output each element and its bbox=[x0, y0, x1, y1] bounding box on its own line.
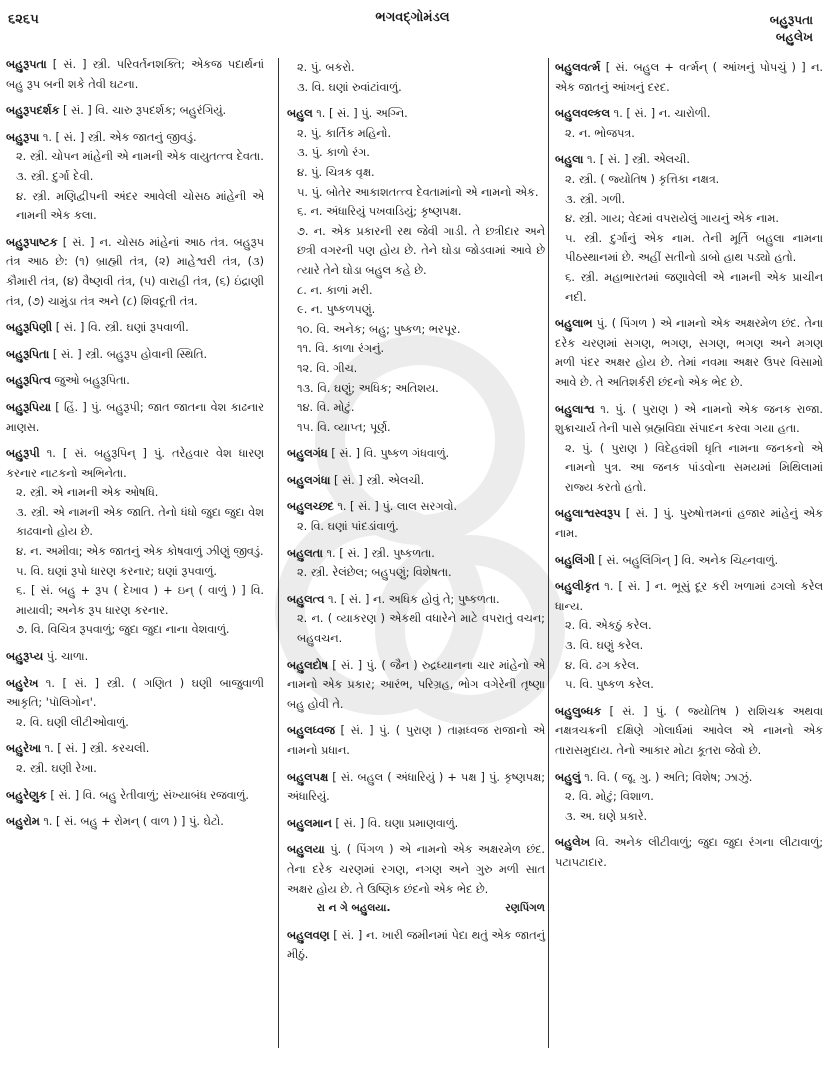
entry-first-line bbox=[6, 398, 264, 437]
entry-first-line bbox=[6, 739, 264, 759]
entry-headword: બહુલેખ bbox=[555, 836, 590, 850]
entry-definition: ૧. [ સં. ] પું. લાલ સરગવો. bbox=[337, 500, 458, 514]
entry-headword: બહુલત્વ bbox=[287, 592, 325, 606]
entry-headword: બહુરૂપિણી bbox=[6, 321, 53, 335]
dictionary-entry bbox=[6, 101, 264, 121]
entry-headword: બહુલમાન bbox=[287, 816, 332, 830]
entry-definition: ૧. [ સં. ] સ્ત્રી. એલચી. bbox=[587, 153, 690, 167]
entry-sense: ૫. વિ. ઘણાં રૂપો ધારણ કરનાર; ઘણાં રૂપવાળું. bbox=[16, 564, 217, 578]
entry-sense: ૧૨. વિ. ગીચ. bbox=[297, 361, 358, 375]
entry-sense: ૨. વિ. ઘણી લીટીઓવાળું. bbox=[16, 715, 129, 729]
entry-definition: ૧. [ સં. ] પું. અગ્નિ. bbox=[316, 107, 408, 121]
dictionary-column-2 bbox=[278, 58, 545, 1048]
entry-definition: ૧. [ સં. ] ન. ભૂસું દૂર કરી ખળામાં ઢગલો કરેલ ધાન્ય. bbox=[555, 580, 824, 613]
entry-definition: [ સં. ] સ્ત્રી. બહુરૂપ હોવાની સ્થિતિ. bbox=[52, 347, 208, 361]
quotation-text: રા ન ગે બહુલયા. bbox=[317, 902, 391, 915]
entry-first-line bbox=[555, 150, 823, 170]
entry-sense: ૨. વિ. મોટું; વિશાળ. bbox=[565, 790, 654, 804]
dictionary-entry bbox=[555, 833, 823, 872]
dictionary-entry bbox=[287, 926, 545, 965]
entry-headword: બહુરેખ bbox=[6, 676, 39, 690]
dictionary-entry bbox=[6, 318, 264, 338]
entry-definition: [ સં. ] પું. ( પુરાણ ) તામ્રધ્વજ રાજાનો એ નામનો પ્રધાન. bbox=[287, 724, 545, 757]
entry-headword: બહુલાશ્વ bbox=[555, 402, 595, 416]
quotation-source: રણપિંગળ bbox=[505, 902, 545, 915]
guide-word-last: બહુલેખ bbox=[775, 30, 813, 44]
entry-first-line bbox=[555, 104, 823, 124]
dictionary-entry bbox=[287, 840, 545, 918]
entry-sense: ૬. ન. અંધારિયું પખવાડિયું; કૃષ્ણપક્ષ. bbox=[297, 205, 462, 219]
entry-headword: બહુલીકૃત bbox=[555, 580, 600, 594]
entry-headword: બહુલા bbox=[555, 153, 584, 167]
page-number: ૬૨૬૫ bbox=[8, 12, 39, 27]
entry-sense: ૪. ન. અમીવા; એક જાતનું એક કોષવાળું ઝીણું જીવડું. bbox=[16, 545, 264, 559]
entry-sense: ૭. ન. એક પ્રકારની રથ જેવી ગાડી. તે છત્રીદાર અને છત્રી વગરની પણ હોય છે. તેને ઘોડા જોડવામાં આવે છે ત્યારે તેને ઘોડા બહુલ કહે છે. bbox=[297, 224, 545, 277]
entry-definition: [ સં. ] વિ. સ્ત્રી. ઘણાં રૂપવાળી. bbox=[55, 321, 189, 335]
dictionary-entry bbox=[6, 371, 264, 391]
entry-definition: ૧. [ સં. ] ન. અધિક હોવું તે; પુષ્કળતા. bbox=[328, 592, 500, 606]
guide-words bbox=[770, 12, 813, 46]
entry-headword: બહુલાશ્વસ્વરૂપ bbox=[555, 507, 621, 521]
dictionary-entry bbox=[6, 812, 264, 832]
entry-sense: ૨. પું. કાર્તિક મહિનો. bbox=[297, 126, 392, 140]
dictionary-entry bbox=[555, 504, 823, 543]
book-title: ભગવદ્ગોમંડલ bbox=[375, 10, 450, 25]
entry-sense: ૨. પું. બકરો. bbox=[297, 61, 355, 74]
entry-first-line bbox=[6, 786, 264, 806]
entry-sense: ૨. ન. ( વ્યાકરણ ) એકથી વધારેને માટે વપરાતું વચન; બહુવચન. bbox=[297, 612, 545, 646]
entry-definition: [ સં. ] વિ. ઘણા પ્રમાણવાળું. bbox=[335, 816, 459, 830]
dictionary-entry bbox=[555, 104, 823, 143]
dictionary-entry bbox=[555, 58, 823, 97]
entry-first-line bbox=[6, 371, 264, 391]
entry-definition: ૧. [ સં. ] સ્ત્રી. કરચલી. bbox=[44, 742, 150, 756]
entry-sense: ૨. સ્ત્રી. ચોપન માંહેની એ નામની એક વાયુતત્ત્વ દેવતા. bbox=[16, 150, 264, 164]
dictionary-entry bbox=[6, 647, 264, 667]
dictionary-entry bbox=[555, 400, 823, 498]
entry-first-line bbox=[287, 104, 545, 124]
entry-sense: ૪. સ્ત્રી. મણિદ્વીપની અંદર આવેલી ચોસઠ માંહેની એ નામની એક કલા. bbox=[16, 189, 264, 223]
dictionary-entry bbox=[555, 150, 823, 307]
entry-headword: બહુલુબ્ધક bbox=[555, 704, 602, 718]
entry-sense: ૪. પું. ચિત્રક વૃક્ષ. bbox=[297, 165, 375, 179]
dictionary-entry bbox=[287, 104, 545, 437]
entry-headword: બહુલિંગી bbox=[555, 553, 595, 567]
entry-sense: ૨. સ્ત્રી. એ નામની એક ઓષધિ. bbox=[16, 486, 159, 500]
dictionary-entry bbox=[287, 721, 545, 760]
entry-definition: [ હિં. ] પું. બહુરૂપી; જાત જાતના વેશ કાઢનાર માણસ. bbox=[6, 400, 264, 434]
entry-sense: ૩. પું. કાળો રંગ. bbox=[297, 146, 370, 160]
entry-sense: ૪. વિ. ઢગ કરેલ. bbox=[565, 658, 640, 672]
entry-definition: [ સં. ] સ્ત્રી. એલચી. bbox=[334, 473, 425, 487]
entry-first-line bbox=[287, 814, 545, 834]
entry-first-line bbox=[555, 768, 823, 788]
entry-definition: [ સં. બહુલ + વર્ત્મન્ ( આંખનું પોપચું ) ] ન. એક જાતનું આંખનું દરદ. bbox=[555, 61, 823, 94]
entry-definition: ૧. [ સં. બહુરૂપિન્ ] પું. તરેહવાર વેશ ધારણ કરનાર નાટકનો અભિનેતા. bbox=[6, 447, 265, 480]
entry-first-line bbox=[6, 674, 264, 713]
entry-headword: બહુલવર્ત્મ bbox=[555, 61, 601, 74]
entry-first-line bbox=[287, 590, 545, 610]
entry-first-line bbox=[6, 233, 264, 311]
entry-first-line bbox=[6, 812, 264, 832]
entry-headword: બહુલાભ bbox=[555, 317, 593, 331]
entry-first-line bbox=[6, 647, 264, 667]
entry-definition: [ સં. બહુલિંગિન્ ] વિ. અનેક ચિહ્નવાળું. bbox=[598, 553, 779, 567]
entry-first-line bbox=[287, 544, 545, 564]
dictionary-entry bbox=[555, 551, 823, 571]
entry-sense: ૨. વિ. એકઠું કરેલ. bbox=[565, 619, 652, 633]
entry-definition: ૧. [ સં. ] સ્ત્રી. ( ગણિત ) ઘણી બાજુવાળી આકૃતિ; 'પૉલિગોન'. bbox=[6, 676, 265, 710]
entry-definition: ૧. [ સં. બહુ + રોમન્ ( વાળ ) ] પું. ઘેટો. bbox=[43, 815, 224, 829]
entry-sense: ૨. સ્ત્રી. ( જ્યોતિષ ) કૃત્તિકા નક્ષત્ર. bbox=[565, 172, 720, 186]
entry-definition: [ સં. ] સ્ત્રી. પરિવર્તનશક્તિ; એકજ પદાર્થનાં બહુ રૂપ બની શકે તેવી ઘટના. bbox=[6, 58, 264, 91]
dictionary-entry bbox=[555, 314, 823, 392]
dictionary-entry bbox=[555, 768, 823, 827]
entry-sense: ૨. પું. ( પુરાણ ) વિદેહવંશી ધૃતિ નામના જનકનો એ નામનો પુત્ર. આ જનક પાંડવોના સમયમાં મિથિલામાં રાજ્ય કરતો હતો. bbox=[565, 441, 823, 494]
entry-definition: [ સં. ] વિ. પુષ્કળ ગંધવાળું. bbox=[331, 447, 450, 461]
entry-headword: બહુરેણુક bbox=[6, 788, 47, 802]
entry-sense: ૭. વિ. વિચિત્ર રૂપવાળું; જુદા જુદા નાના વેશવાળું. bbox=[16, 623, 230, 637]
entry-sense: ૮. ન. કાળાં મરી. bbox=[297, 283, 373, 297]
entry-headword: બહુરૂપા bbox=[6, 130, 40, 144]
dictionary-entry bbox=[6, 398, 264, 437]
entry-definition: [ સં. ] ન. ખારી જમીનમાં પેદા થતું એક જાતનું મીઠું. bbox=[287, 928, 545, 962]
entry-definition: [ સં. ] વિ. બહુ રેતીવાળું; સંખ્યાબંધ રજવાળું. bbox=[50, 788, 249, 802]
entry-definition: ૧. વિ. ( જૂ. ગુ. ) અતિ; વિશેષ; ઝાઝું. bbox=[584, 770, 753, 784]
entry-sense: ૩. સ્ત્રી. એ નામની એક જાતિ. તેનો ધંધો જુદા જુદા વેશ કાઢવાનો હોય છે. bbox=[16, 505, 264, 539]
entry-definition: ૧. [ સં. ] સ્ત્રી. પુષ્કળતા. bbox=[326, 546, 435, 560]
entry-sense: ૩. વિ. ઘણું કરેલ. bbox=[565, 639, 644, 653]
dictionary-entry bbox=[6, 674, 264, 733]
entry-headword: બહુલચ્છદ bbox=[287, 500, 334, 514]
entry-headword: બહુલદોષ bbox=[287, 658, 329, 672]
entry-sense: ૨. વિ. ઘણાં પાંદડાંવાળું. bbox=[297, 520, 399, 534]
entry-headword: બહુરૂપિત્વ bbox=[6, 374, 51, 388]
entry-headword: બહુલગંધા bbox=[287, 473, 331, 487]
entry-sense: ૬. સ્ત્રી. મહાભારતમાં જણાવેલી એ નામની એક પ્રાચીન નદી. bbox=[565, 270, 823, 304]
entry-headword: બહુરૂપિતા bbox=[6, 347, 50, 361]
entry-first-line bbox=[287, 471, 545, 491]
entry-sense: ૨. સ્ત્રી. રેલંછેલ; બહુપણું; વિશેષતા. bbox=[297, 566, 452, 580]
entry-first-line bbox=[287, 840, 545, 899]
entry-first-line bbox=[287, 721, 545, 760]
entry-sense: ૧૪. વિ. મોટું. bbox=[297, 401, 355, 415]
entry-first-line bbox=[555, 400, 823, 439]
dictionary-entry bbox=[287, 814, 545, 834]
dictionary-entry bbox=[6, 444, 264, 640]
dictionary-entry bbox=[6, 128, 264, 226]
entry-headword: બહુરૂપી bbox=[6, 447, 40, 461]
entry-sense: ૫. સ્ત્રી. દુર્ગાનું એક નામ. તેની મૂર્તિ બહુલા નામના પીઠસ્થાનમાં છે. અહીં સતીનો ડાબો હાથ પડ્યો હતો. bbox=[565, 231, 823, 265]
dictionary-column-3 bbox=[548, 58, 823, 1048]
entry-headword: બહુરૂપદર્શક bbox=[6, 104, 60, 118]
entry-definition: પું. ( પિંગળ ) એ નામનો એક અક્ષરમેળ છંદ. તેના દરેક ચરણમાં સગણ, ભગણ, સગણ, ભગણ અને મગણ મળી પંદર અક્ષર હોય છે. તેમાં નવમા અક્ષર ઉપર વિસામો આવે છે. તે અતિશર્કરી છંદનો એક ભેદ છે. bbox=[555, 317, 824, 389]
dictionary-entry bbox=[287, 444, 545, 464]
entry-sense: ૫. વિ. પુષ્કળ કરેલ. bbox=[565, 678, 654, 692]
dictionary-entry bbox=[555, 702, 823, 761]
entry-definition: જુઓ બહુરૂપિતા. bbox=[54, 374, 130, 388]
entry-definition: [ સં. બહુલ ( અંધારિયું ) + પક્ષ ] પું. કૃષ્ણપક્ષ; અંધારિયું. bbox=[287, 770, 546, 804]
entry-sense: ૧૧. વિ. કાળા રંગનું. bbox=[297, 342, 385, 356]
entry-headword: બહુલપક્ષ bbox=[287, 770, 329, 784]
entry-sense: ૩. અ. ઘણે પ્રકારે. bbox=[565, 809, 648, 823]
entry-definition: ૧. પું. ( પુરાણ ) એ નામનો એક જનક રાજા. શુક્રાચાર્ય તેની પાસે બ્રહ્મવિદ્યા સંપાદન કરવા ગયા હતા. bbox=[555, 402, 824, 436]
entry-headword: બહુરૂપ્ય bbox=[6, 650, 44, 664]
entry-headword: બહુલગંધ bbox=[287, 447, 328, 461]
entry-first-line bbox=[287, 768, 545, 807]
entry-sense: ૩. સ્ત્રી. ગળી. bbox=[565, 192, 626, 206]
entry-headword: બહુલધ્વજ bbox=[287, 724, 335, 738]
entry-headword: બહુરોમ bbox=[6, 815, 40, 829]
entry-first-line bbox=[555, 504, 823, 543]
entry-sense: ૫. પું. બોતેર આકાશતત્ત્વ દેવતામાંનો એ નામનો એક. bbox=[297, 185, 539, 199]
dictionary-entry bbox=[287, 471, 545, 491]
entry-first-line bbox=[6, 101, 264, 121]
entry-first-line bbox=[555, 551, 823, 571]
entry-definition: [ સં. ] પું. ( જ્યોતિષ ) રાશિચક્ર અથવા નક્ષત્રચક્રની દક્ષિણે ગોલાર્ધમાં આવેલ એ નામનો એક તારાસમુદાય. તેનો આકાર મોટા કૂતરા જેવો છે. bbox=[555, 704, 824, 757]
entry-headword: બહુરૂપાષ્ટક bbox=[6, 235, 58, 249]
entry-definition: [ સં. ] પું. પુરુષોત્તમનાં હજાર માંહેનું એક નામ. bbox=[555, 507, 823, 541]
entry-first-line bbox=[6, 444, 264, 483]
entry-sense: ૪. સ્ત્રી. ગાય; વેદમાં વપરાયેલું ગાયનું એક નામ. bbox=[565, 212, 779, 226]
entry-definition: પું. ચાળા. bbox=[46, 650, 89, 664]
entry-first-line bbox=[555, 577, 823, 616]
entry-sense: ૬. [ સં. બહુ + રૂપ ( દેખાવ ) + ઇન્ ( વાળું ) ] વિ. માયાવી; અનેક રૂપ ધારણ કરનાર. bbox=[16, 584, 264, 617]
entry-sense: ૧૩. વિ. ઘણું; અધિક; અતિશય. bbox=[297, 381, 439, 395]
guide-word-first: બહુરૂપતા bbox=[769, 13, 813, 27]
entry-first-line bbox=[555, 58, 823, 97]
dictionary-entry bbox=[287, 656, 545, 715]
entry-definition: પું. ( પિંગળ ) એ નામનો એક અક્ષરમેળ છંદ. તેના દરેક ચરણમાં રગણ, નગણ અને ગુરુ મળી સાત અક્ષર હોય છે. તે ઉષ્ણિક છંદનો એક ભેદ છે. bbox=[287, 843, 545, 896]
dictionary-column-1 bbox=[6, 55, 264, 839]
entry-sense: ૧૫. વિ. વ્યાપ્ત; પૂર્ણ. bbox=[297, 420, 391, 434]
dictionary-entry bbox=[287, 58, 545, 97]
entry-sense: ૩. સ્ત્રી. દુર્ગા દેવી. bbox=[16, 169, 94, 183]
entry-headword: બહુલતા bbox=[287, 546, 323, 560]
entry-first-line bbox=[287, 497, 545, 517]
entry-headword: બહુલયા bbox=[287, 843, 325, 857]
entry-headword: બહુલ bbox=[287, 107, 313, 121]
entry-definition: [ સં. ] ન. ચોસઠ માંહેનાં આઠ તંત્ર. બહુરૂપ તંત્ર આઠ છે: (૧) બ્રાહ્મી તંત્ર, (૨) માહેશ્વરી તંત્ર, (૩) કૌમારી તંત્ર, (૪) વૈષ્ણવી તંત્ર, (૫) વારાહી તંત્ર, (૬) ઇંદ્રાણી તંત્ર, (૭) ચામુંડા તંત્ર અને (૮) શિવદૂતી તંત્ર. bbox=[6, 235, 265, 308]
entry-headword: બહુલવલ્કલ bbox=[555, 107, 611, 121]
entry-sense: ૧૦. વિ. અનેક; બહુ; પુષ્કળ; ભરપૂર. bbox=[297, 322, 461, 336]
entry-first-line bbox=[555, 702, 823, 761]
dictionary-entry bbox=[6, 739, 264, 778]
entry-sense: ૯. ન. પુષ્કળપણું. bbox=[297, 303, 376, 317]
entry-definition: [ સં. ] વિ. ચારુ રૂપદર્શક; બહુરંગિયું. bbox=[63, 104, 227, 118]
entry-headword: બહુલું bbox=[555, 770, 581, 784]
entry-first-line bbox=[555, 314, 823, 392]
entry-first-line bbox=[287, 656, 545, 715]
entry-sense: ૩. વિ. ઘણાં રુવાંટાંવાળું. bbox=[297, 80, 402, 94]
entry-first-line bbox=[555, 833, 823, 872]
entry-headword: બહુલવણ bbox=[287, 928, 330, 942]
dictionary-entry bbox=[287, 590, 545, 649]
dictionary-entry bbox=[6, 786, 264, 806]
entry-definition: ૧. [ સં. ] ન. ચારોળી. bbox=[613, 107, 711, 121]
entry-definition: [ સં. ] પું. ( જૈન ) રુદ્રધ્યાનના ચાર માંહેનો એ નામનો એક પ્રકાર; આરંભ, પરિગ્રહ, ભોગ વગેરેની તૃષ્ણા બહુ હોવી તે. bbox=[287, 658, 545, 711]
entry-first-line bbox=[6, 128, 264, 148]
dictionary-entry bbox=[6, 345, 264, 365]
entry-quotation bbox=[287, 899, 545, 919]
dictionary-entry bbox=[6, 233, 264, 311]
dictionary-entry bbox=[287, 544, 545, 583]
dictionary-entry bbox=[287, 497, 545, 536]
entry-headword: બહુરૂપિયા bbox=[6, 400, 52, 414]
dictionary-entry bbox=[555, 577, 823, 695]
entry-first-line bbox=[6, 318, 264, 338]
entry-definition: ૧. [ સં. ] સ્ત્રી. એક જાતનું જીવડું. bbox=[42, 130, 197, 144]
dictionary-entry bbox=[287, 768, 545, 807]
entry-sense: ૨. ન. ભોજપત્ર. bbox=[565, 126, 635, 140]
entry-first-line bbox=[287, 444, 545, 464]
entry-first-line bbox=[6, 55, 264, 94]
entry-sense: ૨. સ્ત્રી. ઘણી રેખા. bbox=[16, 762, 97, 775]
entry-first-line bbox=[6, 345, 264, 365]
dictionary-entry bbox=[6, 55, 264, 94]
entry-definition: વિ. અનેક લીટીવાળું; જુદા જુદા રંગના લીટાવાળું; પટાપટાદાર. bbox=[555, 836, 824, 869]
entry-first-line bbox=[287, 926, 545, 965]
entry-headword: બહુરેખા bbox=[6, 742, 41, 756]
entry-headword: બહુરૂપતા bbox=[6, 58, 47, 71]
